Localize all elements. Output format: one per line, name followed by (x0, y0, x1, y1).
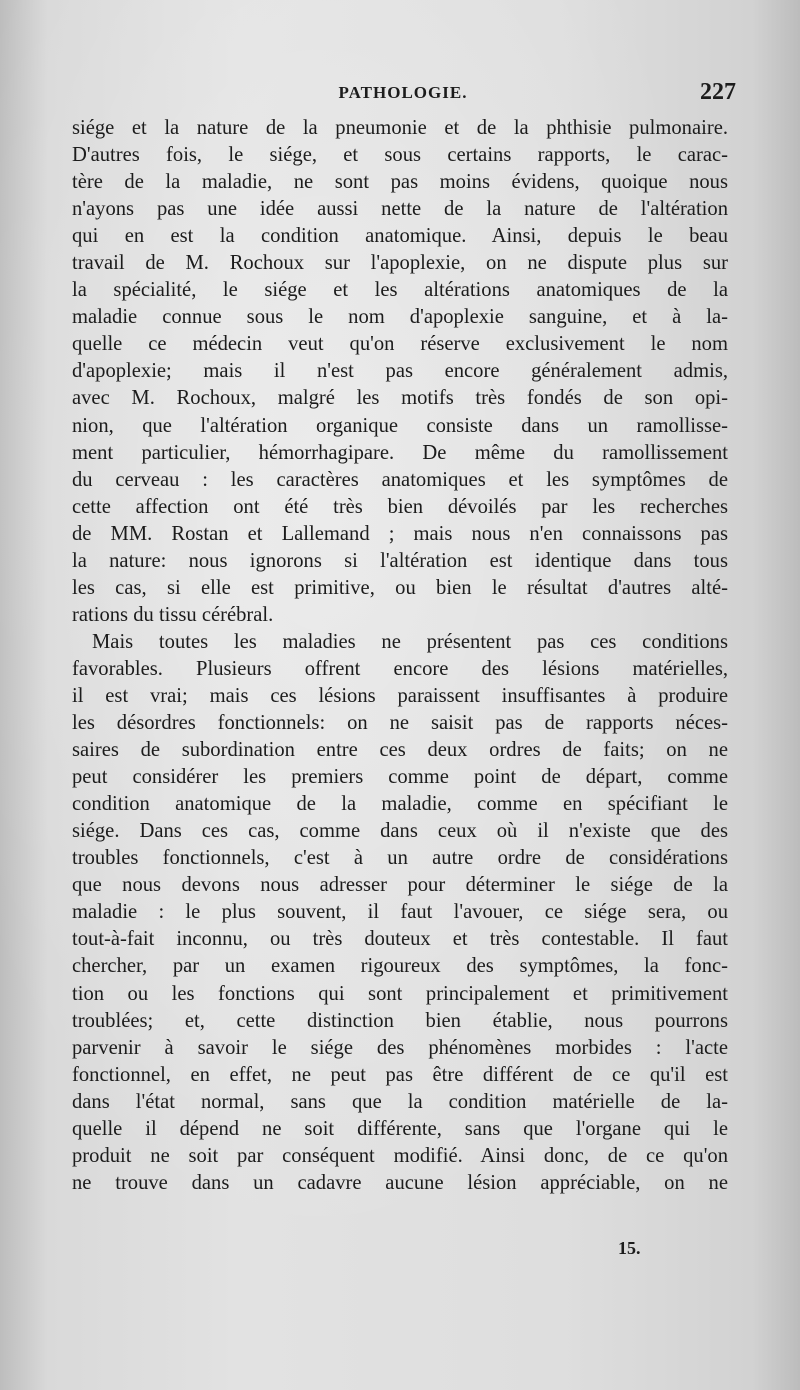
text-line: les cas, si elle est primitive, ou bien le résultat d'autres alté- (72, 576, 728, 599)
text-line: fonctionnel, en effet, ne peut pas être différent de ce qu'il est (72, 1063, 728, 1086)
text-line: tère de la maladie, ne sont pas moins évidens, quoique nous (72, 171, 728, 194)
text-line: chercher, par un examen rigoureux des symptômes, la fonc- (72, 955, 728, 978)
running-title: PATHOLOGIE. (338, 83, 468, 102)
text-line: ne trouve dans un cadavre aucune lésion appréciable, on ne (72, 1171, 728, 1194)
text-line: quelle ce médecin veut qu'on réserve exclusivement le nom (72, 333, 728, 356)
text-line: qui en est la condition anatomique. Ainsi, depuis le beau (72, 225, 728, 248)
text-line: rations du tissu cérébral. (72, 603, 274, 626)
text-line: cette affection ont été très bien dévoilés par les recherches (72, 495, 728, 518)
text-line: troublées; et, cette distinction bien établie, nous pourrons (72, 1009, 728, 1032)
text-line: tout-à-fait inconnu, ou très douteux et très contestable. Il faut (72, 928, 728, 951)
text-line: la spécialité, le siége et les altérations anatomiques de la (72, 279, 728, 302)
text-line: il est vrai; mais ces lésions paraissent insuffisantes à produire (72, 684, 728, 707)
text-line: quelle il dépend ne soit différente, sans que l'organe qui le (72, 1117, 728, 1140)
text-line: troubles fonctionnels, c'est à un autre ordre de considérations (72, 847, 728, 870)
text-line: la nature: nous ignorons si l'altération est identique dans tous (72, 549, 728, 572)
text-line: favorables. Plusieurs offrent encore des lésions matérielles, (72, 657, 728, 680)
text-line: avec M. Rochoux, malgré les motifs très fondés de son opi- (72, 387, 728, 410)
text-line: que nous devons nous adresser pour déterminer le siége de la (72, 874, 728, 897)
text-line: Mais toutes les maladies ne présentent pas ces conditions (92, 630, 728, 653)
body-text (72, 115, 728, 1197)
text-line: les désordres fonctionnels: on ne saisit pas de rapports néces- (72, 712, 728, 735)
text-line: parvenir à savoir le siége des phénomènes morbides : l'acte (72, 1036, 728, 1059)
text-line: maladie : le plus souvent, il faut l'avouer, ce siége sera, ou (72, 901, 728, 924)
paragraph (72, 629, 728, 1197)
page-number: 227 (700, 79, 736, 105)
text-line: nion, que l'altération organique consiste dans un ramollisse- (72, 414, 728, 437)
paragraph (72, 115, 728, 629)
text-line: ment particulier, hémorrhagipare. De même du ramollissement (72, 441, 728, 464)
text-line: tion ou les fonctions qui sont principalement et primitivement (72, 982, 728, 1005)
text-line: n'ayons pas une idée aussi nette de la nature de l'altération (72, 198, 728, 221)
text-line: travail de M. Rochoux sur l'apoplexie, on ne dispute plus sur (72, 252, 728, 275)
text-line: D'autres fois, le siége, et sous certains rapports, le carac- (72, 144, 728, 167)
text-line: peut considérer les premiers comme point de départ, comme (72, 766, 728, 789)
signature-mark: 15. (618, 1238, 641, 1258)
text-line: de MM. Rostan et Lallemand ; mais nous n'en connaissons pas (72, 522, 728, 545)
text-line: siége. Dans ces cas, comme dans ceux où il n'existe que des (72, 820, 728, 843)
text-line: condition anatomique de la maladie, comme en spécifiant le (72, 793, 728, 816)
text-line: dans l'état normal, sans que la condition matérielle de la- (72, 1090, 728, 1113)
running-head (70, 79, 736, 109)
text-line: produit ne soit par conséquent modifié. Ainsi donc, de ce qu'on (72, 1144, 728, 1167)
text-line: saires de subordination entre ces deux ordres de faits; on ne (72, 739, 728, 762)
text-line: maladie connue sous le nom d'apoplexie sanguine, et à la- (72, 306, 728, 329)
text-line: d'apoplexie; mais il n'est pas encore généralement admis, (72, 360, 728, 383)
text-line: siége et la nature de la pneumonie et de la phthisie pulmonaire. (72, 117, 728, 139)
text-line: du cerveau : les caractères anatomiques et les symptômes de (72, 468, 728, 491)
